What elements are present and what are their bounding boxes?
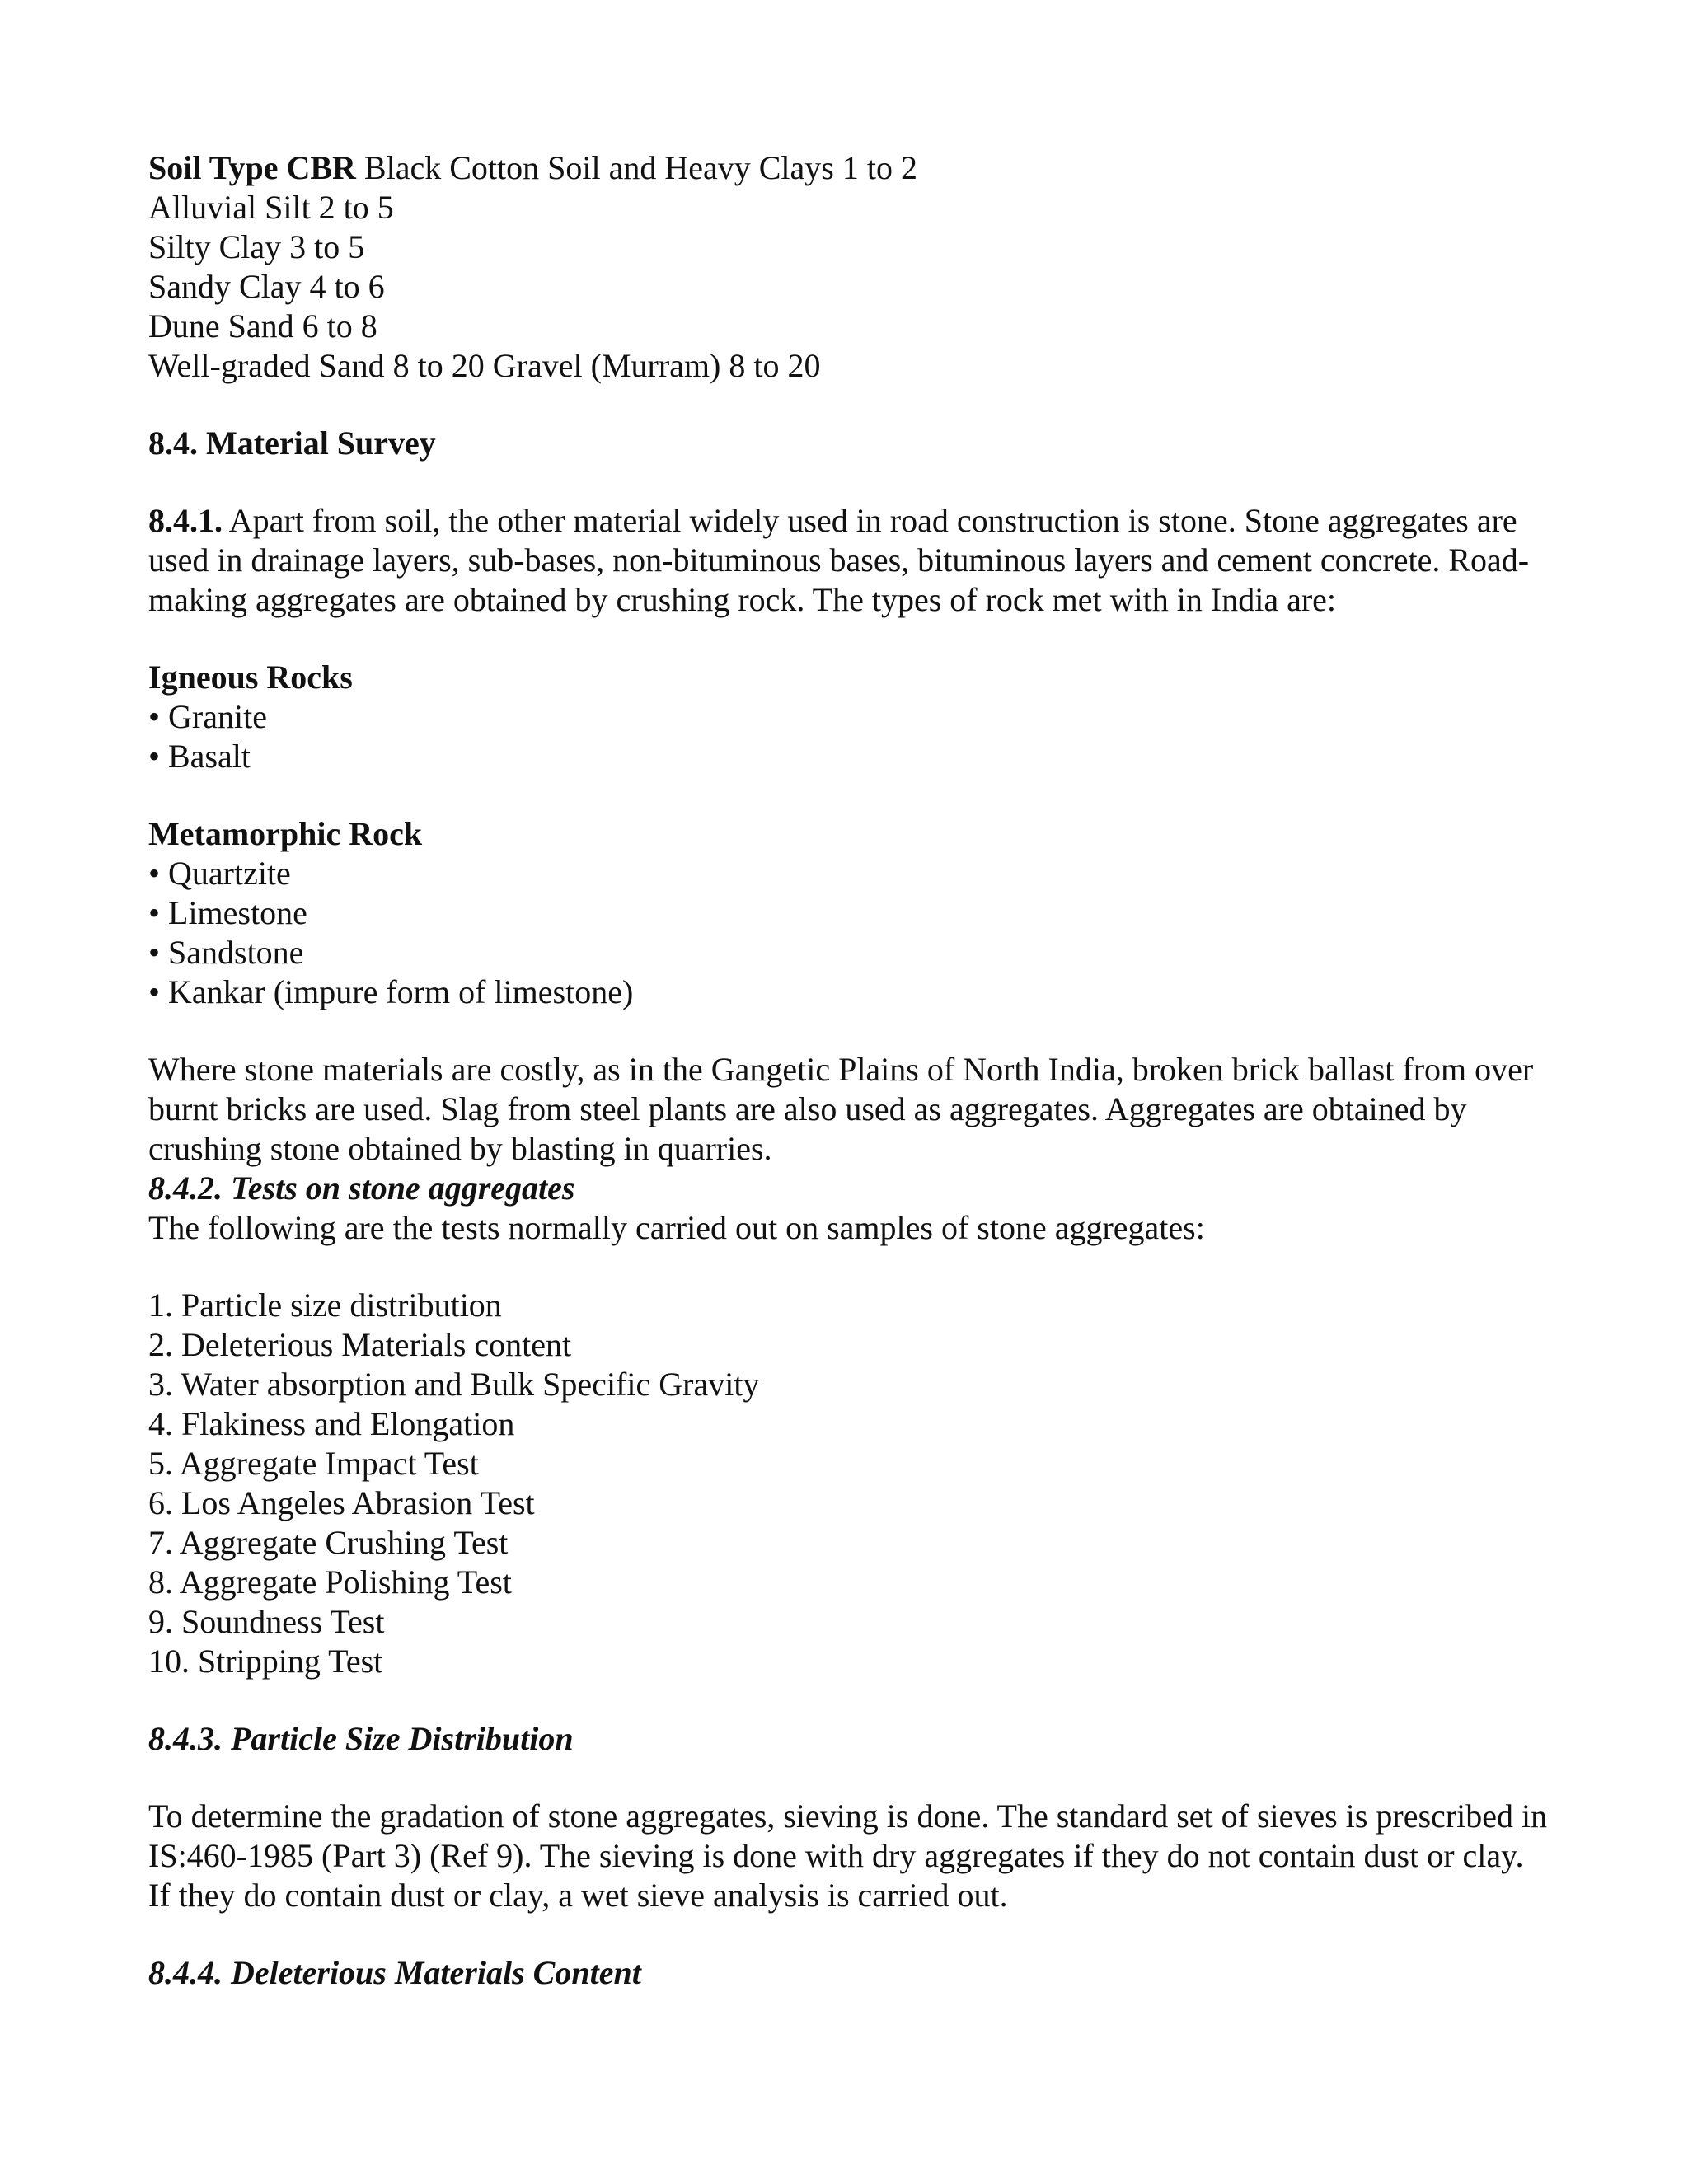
soil-cbr-heading: Soil Type CBR: [148, 149, 356, 186]
soil-cbr-block: [148, 148, 1550, 386]
soil-cbr-first-line: [148, 148, 1550, 188]
soil-cbr-line: Silty Clay 3 to 5: [148, 228, 365, 265]
list-item: 9. Soundness Test: [148, 1603, 385, 1640]
section-heading-8-4-3: 8.4.3. Particle Size Distribution: [148, 1720, 574, 1757]
tests-intro: The following are the tests normally carried out on samples of stone aggregates:: [148, 1209, 1205, 1246]
list-item: • Basalt: [148, 738, 251, 775]
section-heading-8-4-4: 8.4.4. Deleterious Materials Content: [148, 1954, 641, 1991]
tests-list: [148, 1286, 1550, 1681]
brick-ballast-paragraph: Where stone materials are costly, as in the Gangetic Plains of North India, broken brick ballast from over burnt bricks are used. Slag from steel plants are also used as aggregates. Aggregates are obtained by crushing stone obtained by blasting in quarries.: [148, 1051, 1534, 1167]
igneous-rocks-heading: Igneous Rocks: [148, 658, 353, 696]
list-item: • Granite: [148, 698, 267, 735]
section-heading-8-4-2: 8.4.2. Tests on stone aggregates: [148, 1169, 575, 1207]
paragraph-8-4-1: [148, 501, 1550, 620]
metamorphic-rock-heading: Metamorphic Rock: [148, 815, 423, 852]
soil-cbr-first-line-text: Black Cotton Soil and Heavy Clays 1 to 2: [355, 149, 917, 186]
section-heading-8-4: 8.4. Material Survey: [148, 424, 436, 462]
soil-cbr-line: Sandy Clay 4 to 6: [148, 268, 385, 305]
list-item: 6. Los Angeles Abrasion Test: [148, 1484, 535, 1521]
paragraph-8-4-1-text: Apart from soil, the other material widely used in road construction is stone. Stone aggregates are used in drainage layers, sub-bases, non-bituminous bases, bituminous layers and cement concrete. Road-making aggregates are obtained by crushing rock. The types of rock met with in India are:: [148, 502, 1530, 618]
igneous-rocks-list: [148, 697, 1550, 776]
soil-cbr-line: Alluvial Silt 2 to 5: [148, 189, 394, 226]
list-item: 3. Water absorption and Bulk Specific Gravity: [148, 1366, 760, 1403]
list-item: 5. Aggregate Impact Test: [148, 1445, 479, 1482]
list-item: • Limestone: [148, 894, 307, 931]
soil-cbr-line: Dune Sand 6 to 8: [148, 307, 377, 344]
list-item: • Quartzite: [148, 855, 291, 892]
list-item: 1. Particle size distribution: [148, 1286, 502, 1324]
list-item: • Kankar (impure form of limestone): [148, 973, 634, 1010]
list-item: 8. Aggregate Polishing Test: [148, 1563, 512, 1601]
document-page: [148, 148, 1550, 1993]
list-item: 2. Deleterious Materials content: [148, 1326, 572, 1363]
list-item: 7. Aggregate Crushing Test: [148, 1524, 509, 1561]
list-item: • Sandstone: [148, 934, 304, 971]
paragraph-8-4-1-number: 8.4.1.: [148, 502, 223, 539]
particle-size-paragraph: To determine the gradation of stone aggregates, sieving is done. The standard set of sieves is prescribed in IS:460-1985 (Part 3) (Ref 9). The sieving is done with dry aggregates if they do not contain dust or clay. If they do contain dust or clay, a wet sieve analysis is carried out.: [148, 1797, 1548, 1914]
soil-cbr-line: Well-graded Sand 8 to 20 Gravel (Murram) 8 to 20: [148, 347, 821, 384]
metamorphic-rock-list: [148, 854, 1550, 1012]
list-item: 4. Flakiness and Elongation: [148, 1405, 515, 1442]
list-item: 10. Stripping Test: [148, 1643, 383, 1680]
